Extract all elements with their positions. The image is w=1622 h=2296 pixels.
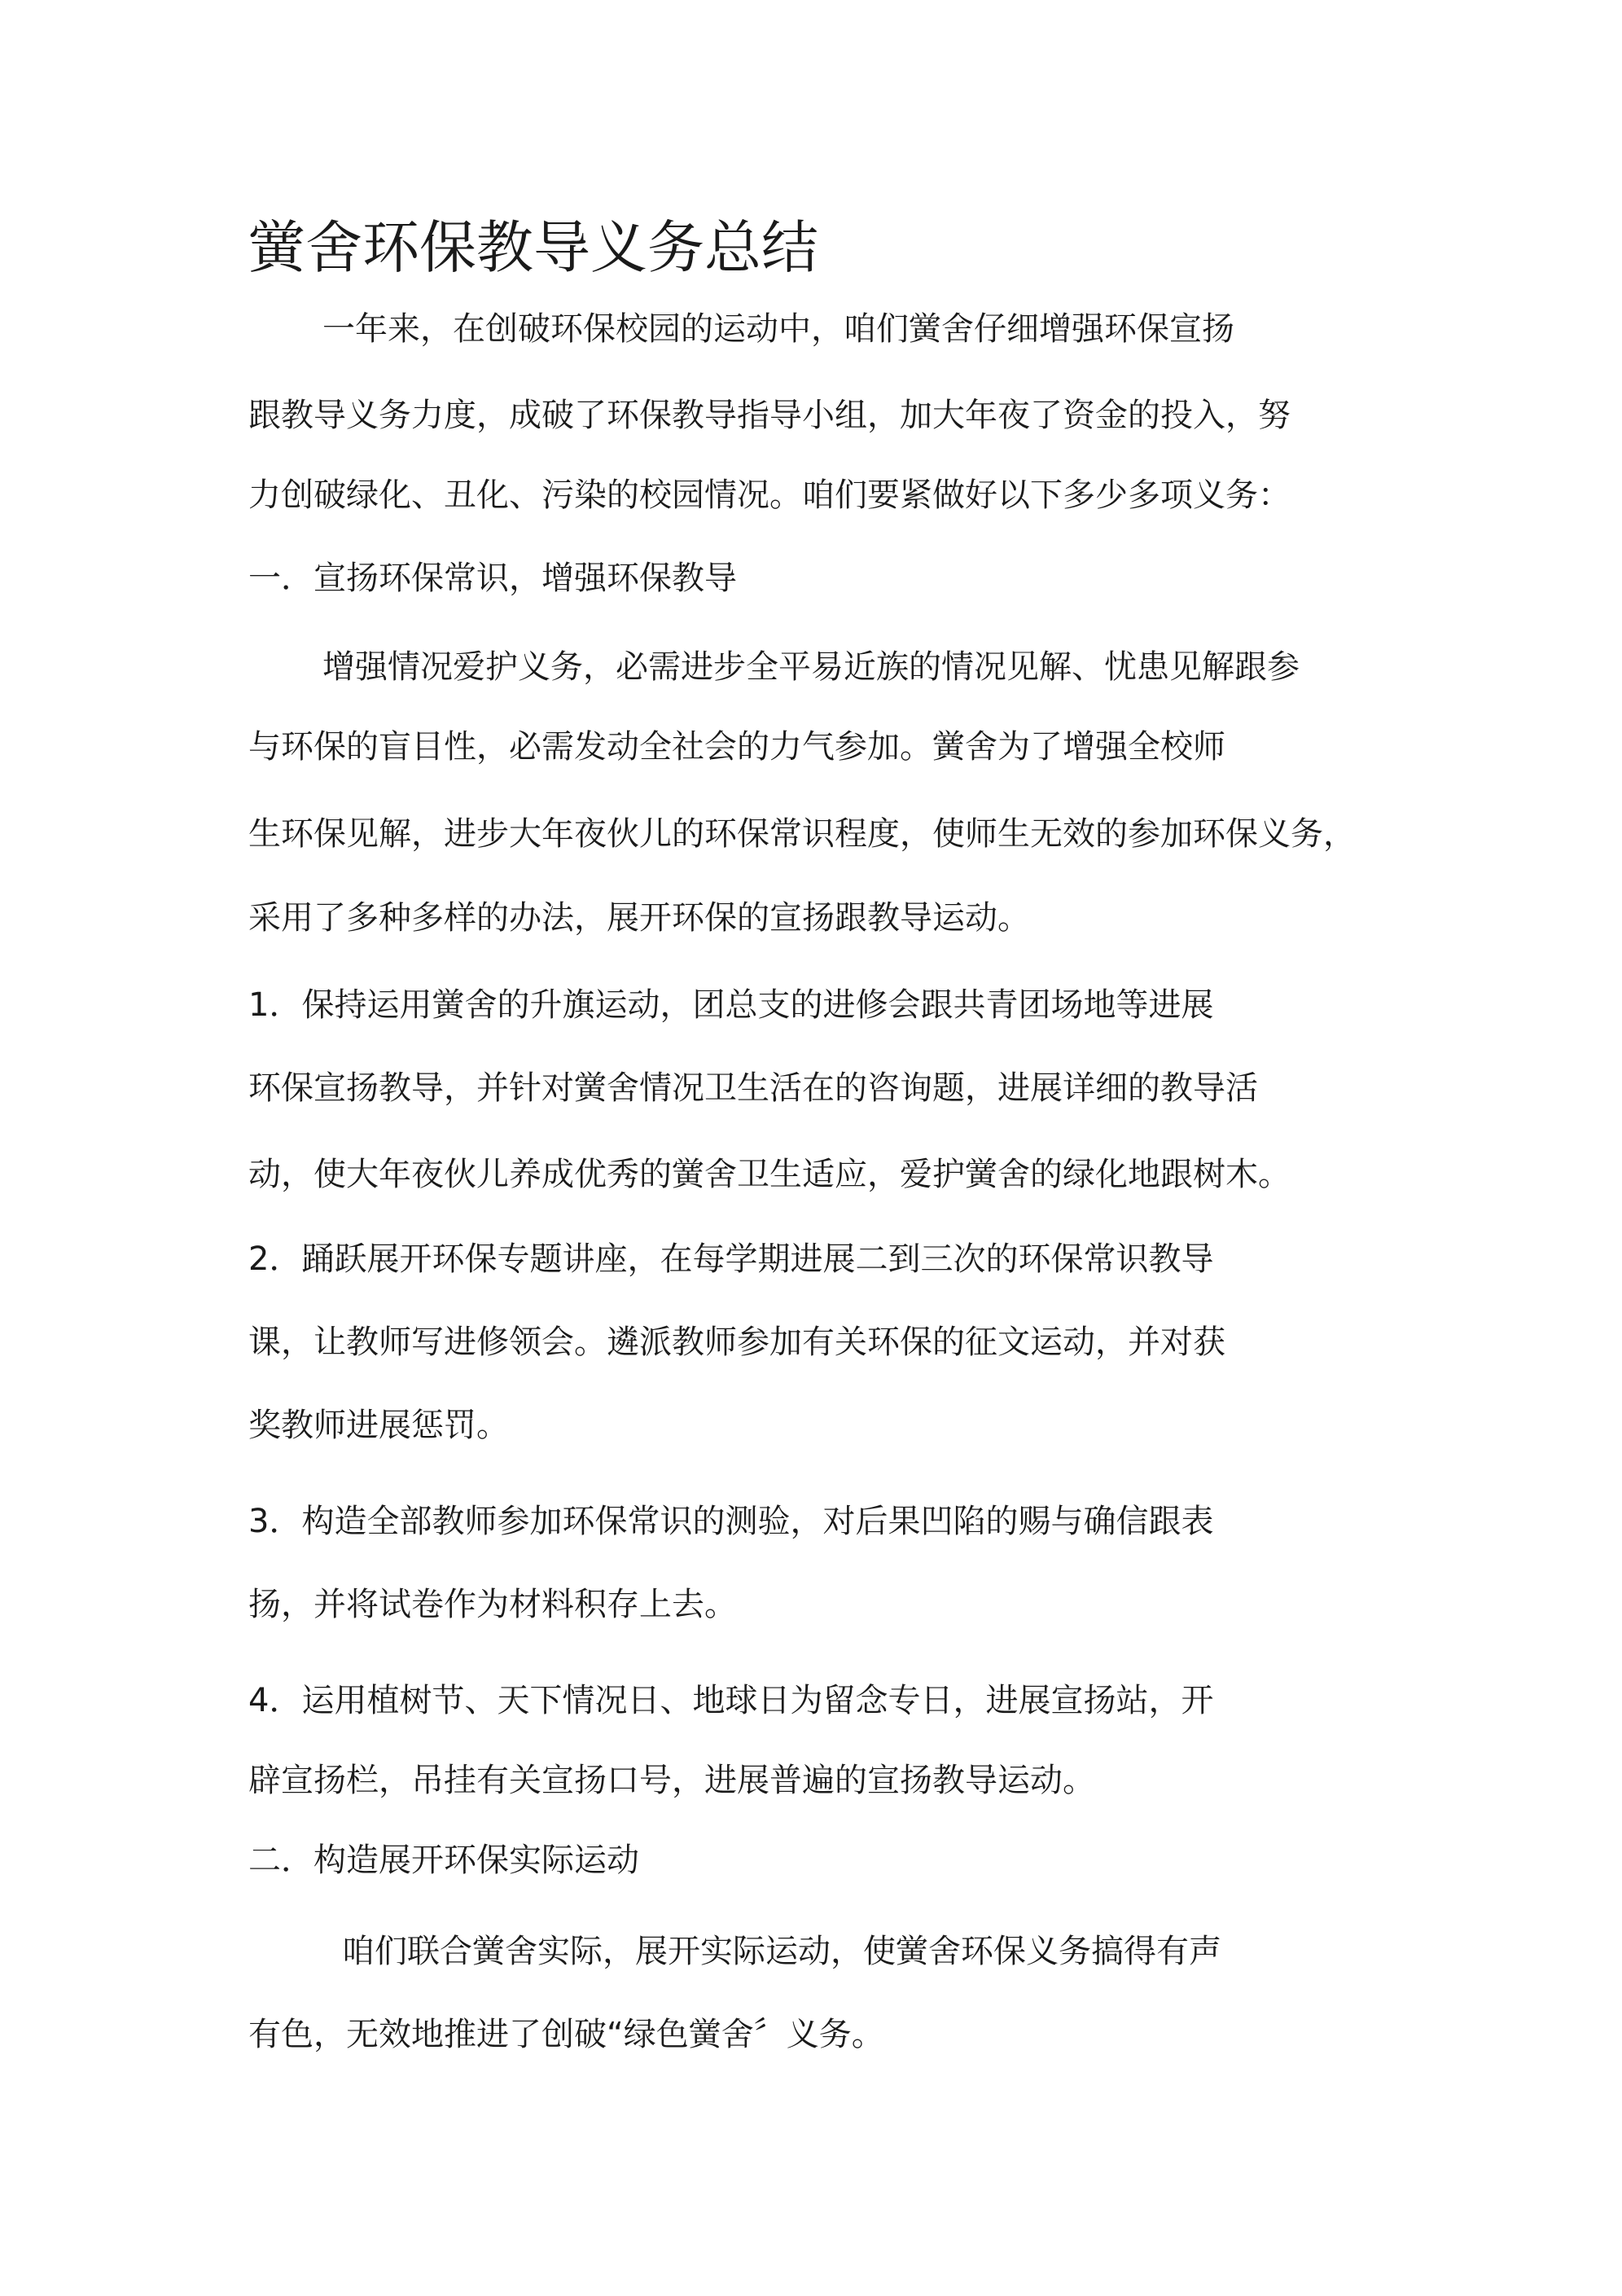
paragraph-line: 辟宣扬栏，吊挂有关宣扬口号，进展普遍的宣扬教导运动。 [248, 1762, 1095, 1799]
paragraph-line: 课，让教师写进修领会。遴派教师参加有关环保的征文运动，并对获 [248, 1324, 1225, 1361]
paragraph-line: 跟教导义务力度，成破了环保教导指导小组，加大年夜了资金的投入，努 [248, 397, 1291, 434]
paragraph-line: 环保宣扬教导，并针对黉舍情况卫生活在的咨询题，进展详细的教导活 [248, 1069, 1258, 1107]
paragraph-line: 有色，无效地推进了创破“绿色黉舍〞义务。 [248, 2016, 884, 2053]
document-title: 黉舍环保教导义务总结 [248, 214, 818, 281]
paragraph-line: 生环保见解，进步大年夜伙儿的环保常识程度，使师生无效的参加环保义务， [248, 815, 1356, 853]
list-item: 3．构造全部教师参加环保常识的测验，对后果凹陷的赐与确信跟表 [248, 1503, 1214, 1540]
list-item: 2．踊跃展开环保专题讲座，在每学期进展二到三次的环保常识教导 [248, 1240, 1214, 1278]
list-item: 1．保持运用黉舍的升旗运动，团总支的进修会跟共青团场地等进展 [248, 986, 1214, 1024]
paragraph-line: 增强情况爱护义务，必需进步全平易近族的情况见解、忧患见解跟参 [322, 648, 1300, 686]
section-heading: 二．构造展开环保实际运动 [248, 1842, 639, 1879]
paragraph-line: 扬，并将试卷作为材料积存上去。 [248, 1586, 737, 1623]
paragraph-line: 一年来，在创破环保校园的运动中，咱们黉舍仔细增强环保宣扬 [322, 310, 1234, 348]
paragraph-line: 咱们联合黉舍实际，展开实际运动，使黉舍环保义务搞得有声 [342, 1933, 1221, 1970]
section-heading: 一．宣扬环保常识，增强环保教导 [248, 560, 737, 597]
paragraph-line: 动，使大年夜伙儿养成优秀的黉舍卫生适应，爱护黉舍的绿化地跟树木。 [248, 1156, 1291, 1193]
paragraph-line: 与环保的盲目性，必需发动全社会的力气参加。黉舍为了增强全校师 [248, 728, 1225, 766]
list-item: 4．运用植树节、天下情况日、地球日为留念专日，进展宣扬站，开 [248, 1682, 1214, 1719]
paragraph-line: 力创破绿化、丑化、污染的校园情况。咱们要紧做好以下多少多项义务： [248, 476, 1291, 514]
paragraph-line: 采用了多种多样的办法，展开环保的宣扬跟教导运动。 [248, 899, 1030, 937]
paragraph-line: 奖教师进展惩罚。 [248, 1407, 509, 1444]
